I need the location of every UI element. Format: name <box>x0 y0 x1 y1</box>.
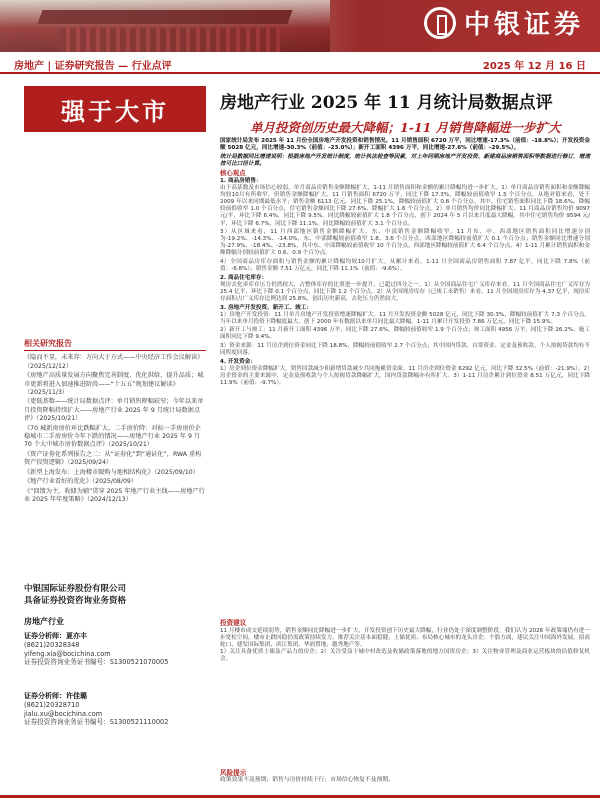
related-item[interactable]: 《隐而不显，未来存：方向大于方式——中央经济工作会议解读》（2025/12/12） <box>24 354 204 370</box>
risk-heading: 风险提示 <box>220 769 247 777</box>
related-item[interactable]: 《70 城新房房价环比跌幅扩大，二手房价降：对标一手房房价企稳城市二手房房价今年下跌的情况——房地产行业 2025 年 9 月 70 个大中城市房价数据点评》（2025/10/21） <box>24 424 201 449</box>
forbidden-city-roof-image <box>0 0 330 52</box>
section-paragraph: 1）房企到位资金降幅扩大，销售回款减少和新增贷款减少共同拖累资金面。11 月房企到位资金 6292 亿元，同比下降 32.5%（前值：-21.9%）。2）房企资金的主要来源中，定金及预收款与个人按揭贷款降幅扩大，国内贷款降幅亦有所扩大。3）1-11 月房企累计到位资金 8.51 万亿元，同比下降 11.9%（前值：-9.7%）。 <box>220 365 590 386</box>
summary-paragraph: 国家统计局发布 2025 年 11 月份全国房地产开发投资和销售情况。11 月销售面积 6720 万平，同比增速-17.3%（前值：-18.8%）；开发投资金额 5028 亿元，同比增速-30.3%（前值：-23.0%）；新开工面积 4396 万平，同比增速-27.6%（前值：-29.5%）。 <box>220 138 590 152</box>
risk-warning <box>220 770 590 785</box>
section-heading: 2. 商品住宅库存： <box>220 274 268 281</box>
related-item[interactable]: 《资产证券化系列报告之二：从“证券化”到“通证化”，RWA 重构资产投资逻辑》（2025/09/24） <box>24 450 202 467</box>
section-heading: 1. 商品房销售： <box>220 177 262 184</box>
note-paragraph: 统计局数据同比增速说明：根据房地产开发统计制度，统计执法检查等因素，对上年同期房地产开发投资、新建商品房销售面积等数据进行修订，增速按可比口径计算。 <box>220 153 590 167</box>
analyst-name: 证券分析师：许佳璐 <box>24 692 87 700</box>
investment-heading: 投资建议 <box>220 619 247 627</box>
analyst-phone: (8621)20328710 <box>24 700 80 709</box>
section-heading: 4. 开发资金： <box>220 358 256 365</box>
analyst-cert: 证券投资咨询业务证书编号：S1300521110002 <box>24 718 169 727</box>
investment-paragraph: 1）关注具备优质土储及产品力的房企；2）关注受益于城中村改造及收储政策落地的地方国资房企；3）关注物业管理及商业运营板块的估值修复机会。 <box>220 649 590 663</box>
section-paragraph: 由于高基数及市场信心较弱，单月商品房销售金额降幅扩大，1-11 月销售面积和金额的累计降幅均进一步扩大。1）单月商品房销售面积和金额降幅均较10月有所收窄，但销售金额降幅扩大。11 月销售面积 6720 万平，同比下降 17.3%，降幅较前值收窄 1.5 个百分点，从绝对值来看，处于 2009 年以来同期最低水平；销售金额 6113 亿元，同比下降 25.1%，降幅较前值扩大 0.8 个百分点。其中，住宅销售面积同比下降 18.6%，降幅较前值收窄 1.0 个百分点，住宅销售金额同比下降 27.6%，降幅扩大 1.6 个百分点。2）单月销售均价同比降幅扩大。11 月商品房销售均价 9097 元/平，环比下降 6.4%，同比下降 9.5%。同比降幅较前值扩大 1.8 个百分点，创下 2024 年 5 月以来月度最大降幅。其中住宅销售均价 9594 元/平，环比下降 6.7%，同比下降 11.1%，同比降幅较前值扩大 3.1 个百分点。 <box>220 185 590 227</box>
boc-logo-icon <box>424 7 456 39</box>
related-item[interactable]: 《房地产高质量发展方向聚焦完善制度、优化供给、提升品质；城市更新将进入加速推进阶段——“十五五”规划建议解读》（2025/11/3） <box>24 372 204 397</box>
section-paragraph: 2）新开工与竣工：11 月新开工面积 4396 万平，同比下降 27.6%，降幅较前值收窄 1.9 个百分点；竣工面积 4956 万平，同比下降 26.2%。施工面积同比下降 9.4%。 <box>220 327 590 341</box>
analyst-email[interactable]: yifeng.xia@bocichina.com <box>24 649 111 658</box>
report-date: 2025 年 12 月 16 日 <box>482 60 586 72</box>
section-paragraph: 3）资金来源：11 月房企到位资金同比下降 18.8%，降幅较前值收窄 2.7 个百分点；其中国内贷款、自筹资金、定金及预收款、个人按揭贷款均有不同程度回落。 <box>220 343 590 357</box>
analyst-card <box>24 632 206 667</box>
core-view-heading: 核心观点 <box>220 168 246 177</box>
footer-divider <box>0 795 600 798</box>
report-info-line <box>0 56 600 74</box>
report-subtitle: 单月投资创历史最大降幅；1-11 月销售降幅进一步扩大 <box>250 120 561 135</box>
header-banner <box>0 0 600 52</box>
analyst-name: 证券分析师：夏亦丰 <box>24 632 87 640</box>
report-title: 房地产行业 2025 年 11 月统计局数据点评 <box>220 93 553 113</box>
report-body <box>220 138 590 389</box>
analyst-cert: 证券投资咨询业务证书编号：S1300521070005 <box>24 658 169 667</box>
investment-paragraph: 11 月楼市成交延续弱势，销售金额同比降幅进一步扩大，开发投资创下历史最大降幅，行业仍处于深度调整阶段。我们认为 2026 年政策端仍有进一步宽松空间，楼市止跌回稳仍需政策持续发力，推荐关注基本面稳健、土储优质、布局核心城市的龙头房企。个股方面，建议关注中国海外发展、招商蛇口、建发国际集团、滨江集团、华润置地、越秀地产等。 <box>220 628 590 649</box>
company-name: 中银国际证券股份有限公司 <box>24 584 127 594</box>
analyst-email[interactable]: jialu.xu@bocichina.com <box>24 709 103 718</box>
report-category: 房地产 | 证券研究报告 — 行业点评 <box>14 60 172 72</box>
rating-box: 强于大市 <box>24 86 206 132</box>
company-qualification: 具备证券投资咨询业务资格 <box>24 596 127 606</box>
section-paragraph: 3）从区域来看，11 月西部地区销售金额降幅扩大，东、中部销售金额降幅收窄。11 月东、中、西部地区销售面积同比增速分别为-19.2%、-14.3%、-14.0%，东、中部降幅较前值收窄 1.8、3.6 个百分点，西部地区降幅较前值扩大 0.1 个百分点；销售金额同比增速分别为-27.9%、-18.4%、-23.8%，其中东、中部降幅较前值收窄 10 个百分点，西部地区降幅较前值扩大 6.4 个百分点。4）1-11 月累计销售面积和金额降幅分别较前值扩大 0.6、0.9 个百分点。 <box>220 229 590 257</box>
section-paragraph: 4）全国商品房库存面积与销售金额的累计降幅均较10月扩大。从累计来看，1-11 月全国商品房销售面积 7.87 亿平，同比下降 7.8%（前值：-6.8%）；销售金额 7.51 万亿元，同比下降 11.1%（前值：-9.6%）。 <box>220 259 590 273</box>
investment-advice <box>220 620 590 664</box>
related-item[interactable]: 《新型上海发布：上海楼市限购与地相结构化》（2025/09/10） <box>24 468 199 476</box>
related-reports <box>24 340 206 505</box>
related-heading: 相关研究报告 <box>24 340 206 351</box>
risk-text: 政策效果不及预期；销售与房价持续下行；市场信心恢复不及预期。 <box>220 777 394 784</box>
section-paragraph: 1）房地产开发投资：11 月单月房地产开发投资增速降幅扩大。11 月开发投资金额 5028 亿元，同比下降 30.3%，降幅较前值扩大 7.3 个百分点，当年以来单月投资下降幅度最大，创下 2000 年有数据以来单月同比最大降幅。1-11 月累计开发投资 7.86 万亿元，同比下降 15.9%。 <box>220 311 590 325</box>
company-info <box>24 583 206 607</box>
industry-label: 房地产行业 <box>24 617 64 626</box>
related-item[interactable]: 《“回馈为主，收储为辅”贯穿 2025 年地产行业主线——房地产行业 2025 年年度策略》（2024/12/13） <box>24 487 205 503</box>
related-item[interactable]: 《地产行业看好的优化》（2025/08/09） <box>24 478 137 486</box>
analyst-card <box>24 692 206 727</box>
related-item[interactable]: 《更低基数——统计局数据点评：单月销售降幅较窄；今年以来单月投资降幅持续扩大——房地产行业 2025 年 9 月统计局数据点评》（2025/10/21） <box>24 398 204 423</box>
section-heading: 3. 房地产开发投资、新开工、竣工： <box>220 304 312 311</box>
brand-logo <box>424 4 584 41</box>
brand-name: 中银证券 <box>463 10 584 40</box>
section-paragraph: 现房去化率库存压力仍然较大，占整体库存的比重进一步提升，已超过四分之一。1）从全国商品住宅广义库存来看，11 月全国商品住宅广义库存为 25.4 亿平，环比下降 0.1 个百分点，同比下降 1.2 个百分点。2）从全国现房库存（已竣工未销售）来看，11 月全国现房库存为 4.37 亿平，现房库存面积占广义库存比例达到 25.8%，创出历史新高，去化压力仍然较大。 <box>220 281 590 302</box>
analyst-phone: (8621)20328348 <box>24 640 80 649</box>
